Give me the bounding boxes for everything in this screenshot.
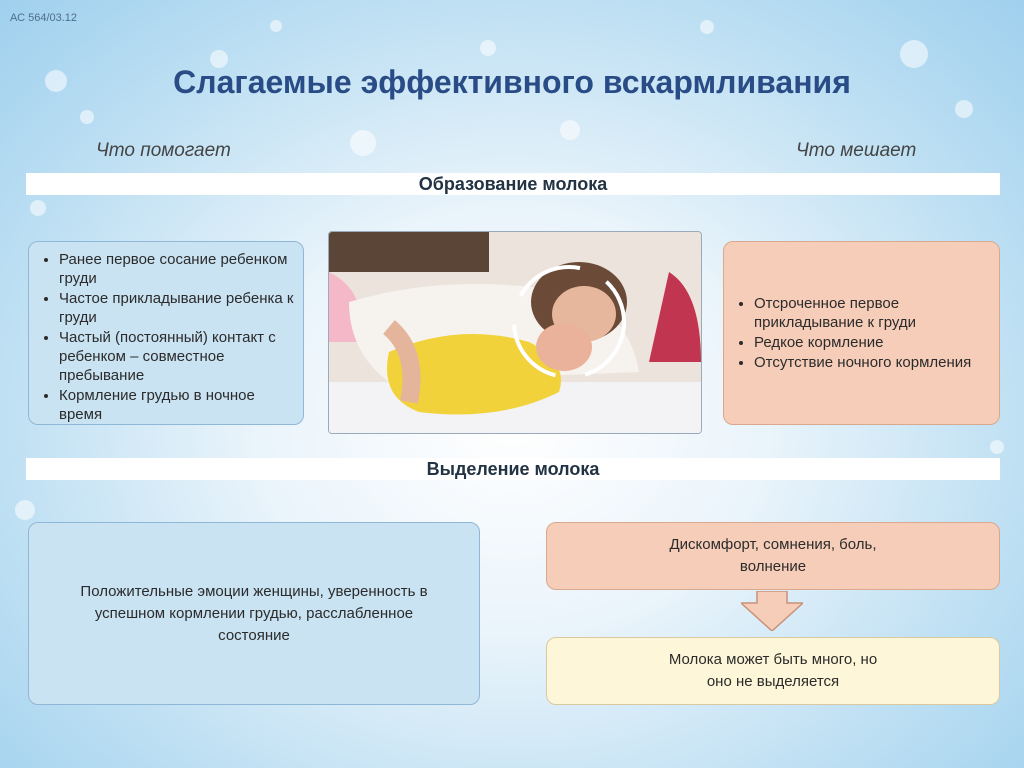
formation-hinders-box — [723, 241, 1000, 425]
formation-hinders-list — [730, 294, 993, 373]
list-item: • Частое прикладывание ребенка к груди — [59, 289, 297, 327]
formation-helps-box — [28, 241, 304, 425]
down-arrow-icon — [741, 591, 803, 631]
hinders-label: Что мешает — [796, 140, 917, 161]
list-item: • Кормление грудью в ночное время — [59, 386, 297, 424]
release-result-box: Молока может быть много, но оно не выделяется — [546, 637, 1000, 705]
formation-helps-list — [35, 250, 297, 424]
page-title: Слагаемые эффективного вскармливания — [173, 64, 851, 100]
list-item: • Отсутствие ночного кормления — [754, 353, 993, 372]
release-hinders-box: Дискомфорт, сомнения, боль, волнение — [546, 522, 1000, 590]
milk-formation-heading: Образование молока — [26, 173, 1000, 195]
list-item: • Ранее первое сосание ребенком груди — [59, 250, 297, 288]
list-item: • Отсроченное первое прикладывание к груди — [754, 294, 993, 332]
mother-baby-photo — [328, 231, 702, 434]
helps-label: Что помогает — [96, 140, 231, 161]
milk-release-heading: Выделение молока — [26, 458, 1000, 480]
list-item: • Редкое кормление — [754, 333, 993, 352]
list-item: • Частый (постоянный) контакт с ребенком – совместное пребывание — [59, 328, 297, 385]
release-helps-box: Положительные эмоции женщины, уверенность в успешном кормлении грудью, расслабленное состояние — [28, 522, 480, 705]
slide-code: АС 564/03.12 — [10, 12, 78, 24]
